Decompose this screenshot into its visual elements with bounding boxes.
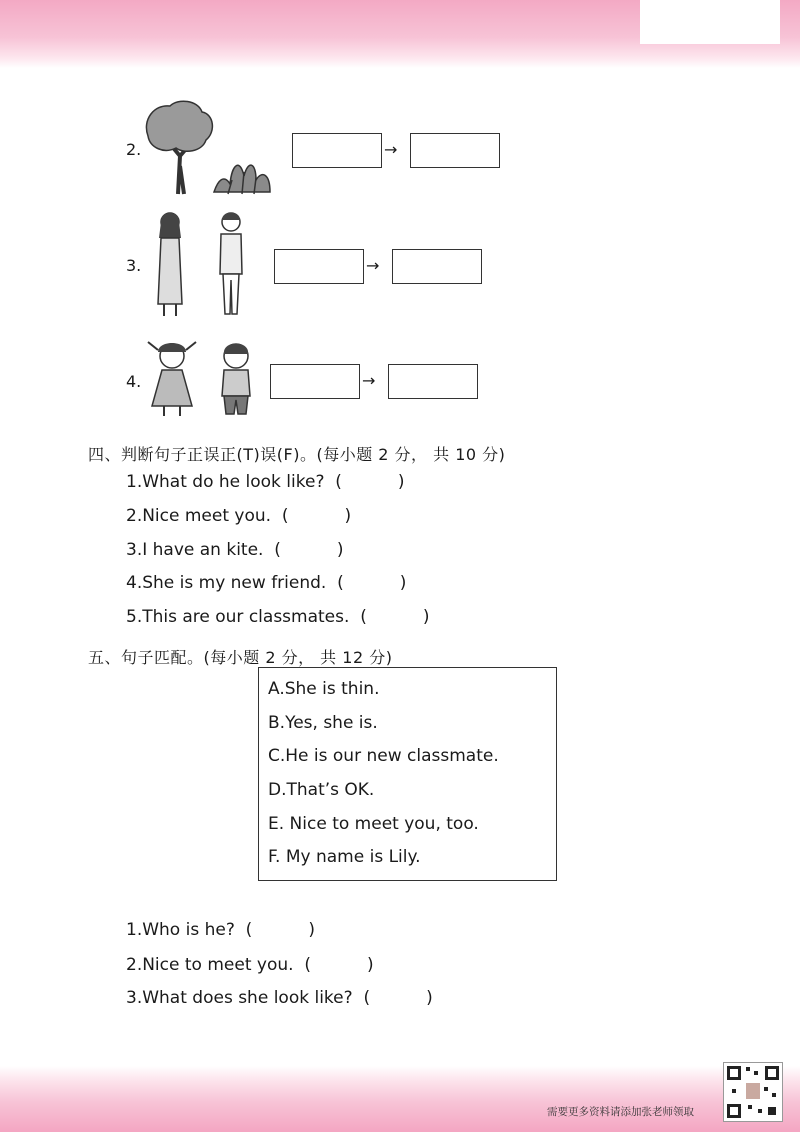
arrow: → bbox=[362, 371, 376, 390]
tall-man-icon bbox=[214, 210, 248, 320]
answer-paren-open: ( bbox=[245, 920, 253, 940]
arrow: → bbox=[366, 256, 380, 275]
answer-paren-close: ) bbox=[336, 540, 344, 560]
answer-paren-close: ) bbox=[308, 920, 315, 940]
match-question-2: 2.Nice to meet you. ( ) bbox=[126, 955, 374, 975]
bush-icon bbox=[210, 150, 274, 196]
tf-question-1: 1.What do he look like? ( ) bbox=[126, 472, 405, 492]
boy-icon bbox=[214, 338, 258, 418]
top-banner-cutout bbox=[640, 0, 780, 44]
answer-paren-open: ( bbox=[304, 955, 311, 975]
answer-paren-close: ) bbox=[426, 988, 433, 1008]
options-box bbox=[258, 667, 557, 881]
answer-paren-open: ( bbox=[281, 506, 289, 526]
answer-paren-open: ( bbox=[335, 472, 342, 492]
answer-box[interactable] bbox=[410, 133, 500, 168]
answer-paren-open: ( bbox=[360, 607, 367, 627]
answer-paren-open: ( bbox=[274, 540, 281, 560]
answer-box[interactable] bbox=[274, 249, 364, 284]
answer-box[interactable] bbox=[388, 364, 478, 399]
option-e: E. Nice to meet you, too. bbox=[268, 814, 479, 834]
match-question-1: 1.Who is he? ( ) bbox=[126, 920, 315, 940]
section4-title: 四、判断句子正误正(T)误(F)。(每小题 2 分， 共 10 分) bbox=[88, 445, 506, 464]
answer-paren-close: ) bbox=[399, 573, 407, 593]
tf-question-4: 4.She is my new friend. ( ) bbox=[126, 573, 407, 593]
tall-woman-icon bbox=[150, 208, 190, 320]
answer-paren-close: ) bbox=[366, 955, 374, 975]
tf-question-3: 3.I have an kite. ( ) bbox=[126, 540, 344, 560]
tf-question-2: 2.Nice meet you. ( ) bbox=[126, 506, 352, 526]
footer-note: 需要更多资料请添加张老师领取 bbox=[547, 1106, 694, 1118]
match-question-3: 3.What does she look like? ( ) bbox=[126, 988, 433, 1008]
answer-box[interactable] bbox=[270, 364, 360, 399]
option-c: C.He is our new classmate. bbox=[268, 746, 499, 766]
option-f: F. My name is Lily. bbox=[268, 847, 421, 867]
answer-paren-open: ( bbox=[363, 988, 371, 1008]
option-d: D.That’s OK. bbox=[268, 780, 375, 800]
item-number: 3. bbox=[126, 256, 142, 275]
answer-box[interactable] bbox=[392, 249, 482, 284]
section5-title: 五、句子匹配。(每小题 2 分， 共 12 分) bbox=[88, 648, 393, 667]
tf-question-5: 5.This are our classmates. ( ) bbox=[126, 607, 430, 627]
bottom-banner bbox=[0, 1066, 800, 1132]
item-number: 2. bbox=[126, 140, 142, 159]
answer-paren-close: ) bbox=[397, 472, 405, 492]
arrow: → bbox=[384, 140, 398, 159]
item-number: 4. bbox=[126, 372, 142, 391]
option-b: B.Yes, she is. bbox=[268, 713, 378, 733]
answer-paren-close: ) bbox=[344, 506, 352, 526]
tree-icon bbox=[140, 96, 220, 196]
qr-code-icon bbox=[723, 1062, 783, 1122]
option-a: A.She is thin. bbox=[268, 679, 380, 699]
answer-paren-close: ) bbox=[422, 607, 430, 627]
girl-icon bbox=[144, 338, 200, 418]
answer-box[interactable] bbox=[292, 133, 382, 168]
answer-paren-open: ( bbox=[337, 573, 344, 593]
